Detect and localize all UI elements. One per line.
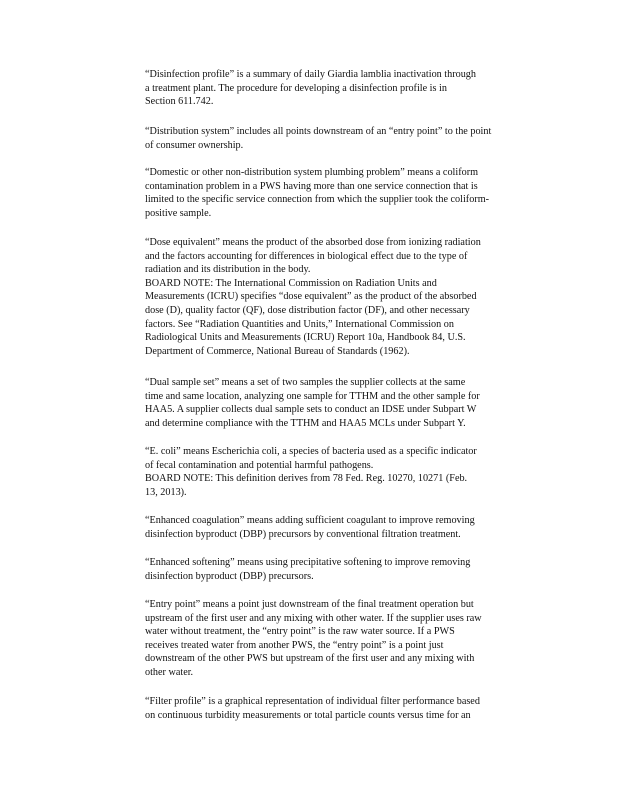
text-line: disinfection byproduct (DBP) precursors. — [145, 570, 314, 582]
text-line: receives treated water from another PWS, the “entry point” is a point just — [145, 639, 444, 651]
text-line: on continuous turbidity measurements or total particle counts versus time for an — [145, 709, 471, 721]
text-line: “Disinfection profile” is a summary of daily Giardia lamblia inactivation through — [145, 69, 476, 80]
text-line: contamination problem in a PWS having more than one service connection that is — [145, 180, 478, 192]
text-line: “Distribution system” includes all points downstream of an “entry point” to the point — [145, 126, 492, 137]
text-line: “E. coli” means Escherichia coli, a species of bacteria used as a specific indicator — [145, 446, 477, 457]
text-line: “Dose equivalent” means the product of the absorbed dose from ionizing radiation — [145, 237, 481, 248]
definition-enhanced-coagulation — [145, 514, 543, 541]
text-line: a treatment plant. The procedure for developing a disinfection profile is in — [145, 82, 447, 94]
definition-domestic-plumbing-problem — [145, 166, 543, 220]
text-line: limited to the specific service connection from which the supplier took the coliform- — [145, 194, 490, 206]
definition-dose-equivalent — [145, 236, 543, 358]
definition-distribution-system — [145, 125, 543, 152]
text-line: of consumer ownership. — [145, 139, 244, 151]
definition-e-coli — [145, 445, 543, 499]
text-line: “Filter profile” is a graphical representation of individual filter performance based — [145, 696, 480, 707]
text-line: “Enhanced softening” means using precipitative softening to improve removing — [145, 557, 471, 568]
board-note-line: BOARD NOTE: The International Commission on Radiation Units and — [145, 277, 437, 289]
text-line: factors. See “Radiation Quantities and Units,” International Commission on — [145, 318, 454, 330]
text-line: upstream of the first user and any mixing with other water. If the supplier uses raw — [145, 612, 482, 624]
text-line: dose (D), quality factor (QF), dose distribution factor (DF), and other necessary — [145, 304, 470, 316]
text-line: Section 611.742. — [145, 96, 214, 108]
text-line: Radiological Units and Measurements (ICRU) Report 10a, Handbook 84, U.S. — [145, 332, 466, 344]
text-line: “Enhanced coagulation” means adding sufficient coagulant to improve removing — [145, 515, 475, 526]
definition-filter-profile — [145, 695, 543, 722]
text-line: “Dual sample set” means a set of two samples the supplier collects at the same — [145, 377, 466, 388]
text-line: HAA5. A supplier collects dual sample sets to conduct an IDSE under Subpart W — [145, 404, 477, 416]
definition-disinfection-profile — [145, 68, 543, 109]
text-line: 13, 2013). — [145, 486, 187, 498]
text-line: other water. — [145, 666, 194, 678]
text-line: and determine compliance with the TTHM and HAA5 MCLs under Subpart Y. — [145, 417, 466, 429]
text-line: of fecal contamination and potential harmful pathogens. — [145, 459, 374, 471]
text-line: downstream of the other PWS but upstream of the first user and any mixing with — [145, 653, 475, 665]
text-line: radiation and its distribution in the body. — [145, 264, 311, 276]
definition-dual-sample-set — [145, 376, 543, 430]
text-line: and the factors accounting for differences in biological effect due to the type of — [145, 250, 468, 262]
text-line: “Entry point” means a point just downstream of the final treatment operation but — [145, 599, 474, 610]
text-line: Department of Commerce, National Bureau of Standards (1962). — [145, 345, 410, 357]
board-note-line: BOARD NOTE: This definition derives from 78 Fed. Reg. 10270, 10271 (Feb. — [145, 473, 468, 485]
definition-entry-point — [145, 598, 543, 680]
text-line: time and same location, analyzing one sample for TTHM and the other sample for — [145, 390, 480, 402]
text-line: disinfection byproduct (DBP) precursors by conventional filtration treatment. — [145, 528, 461, 540]
text-line: Measurements (ICRU) specifies “dose equivalent” as the product of the absorbed — [145, 291, 477, 303]
text-line: positive sample. — [145, 207, 212, 219]
definition-enhanced-softening — [145, 556, 543, 583]
text-line: “Domestic or other non-distribution system plumbing problem” means a coliform — [145, 167, 479, 178]
text-line: water without treatment, the “entry point” is the raw water source. If a PWS — [145, 626, 455, 638]
